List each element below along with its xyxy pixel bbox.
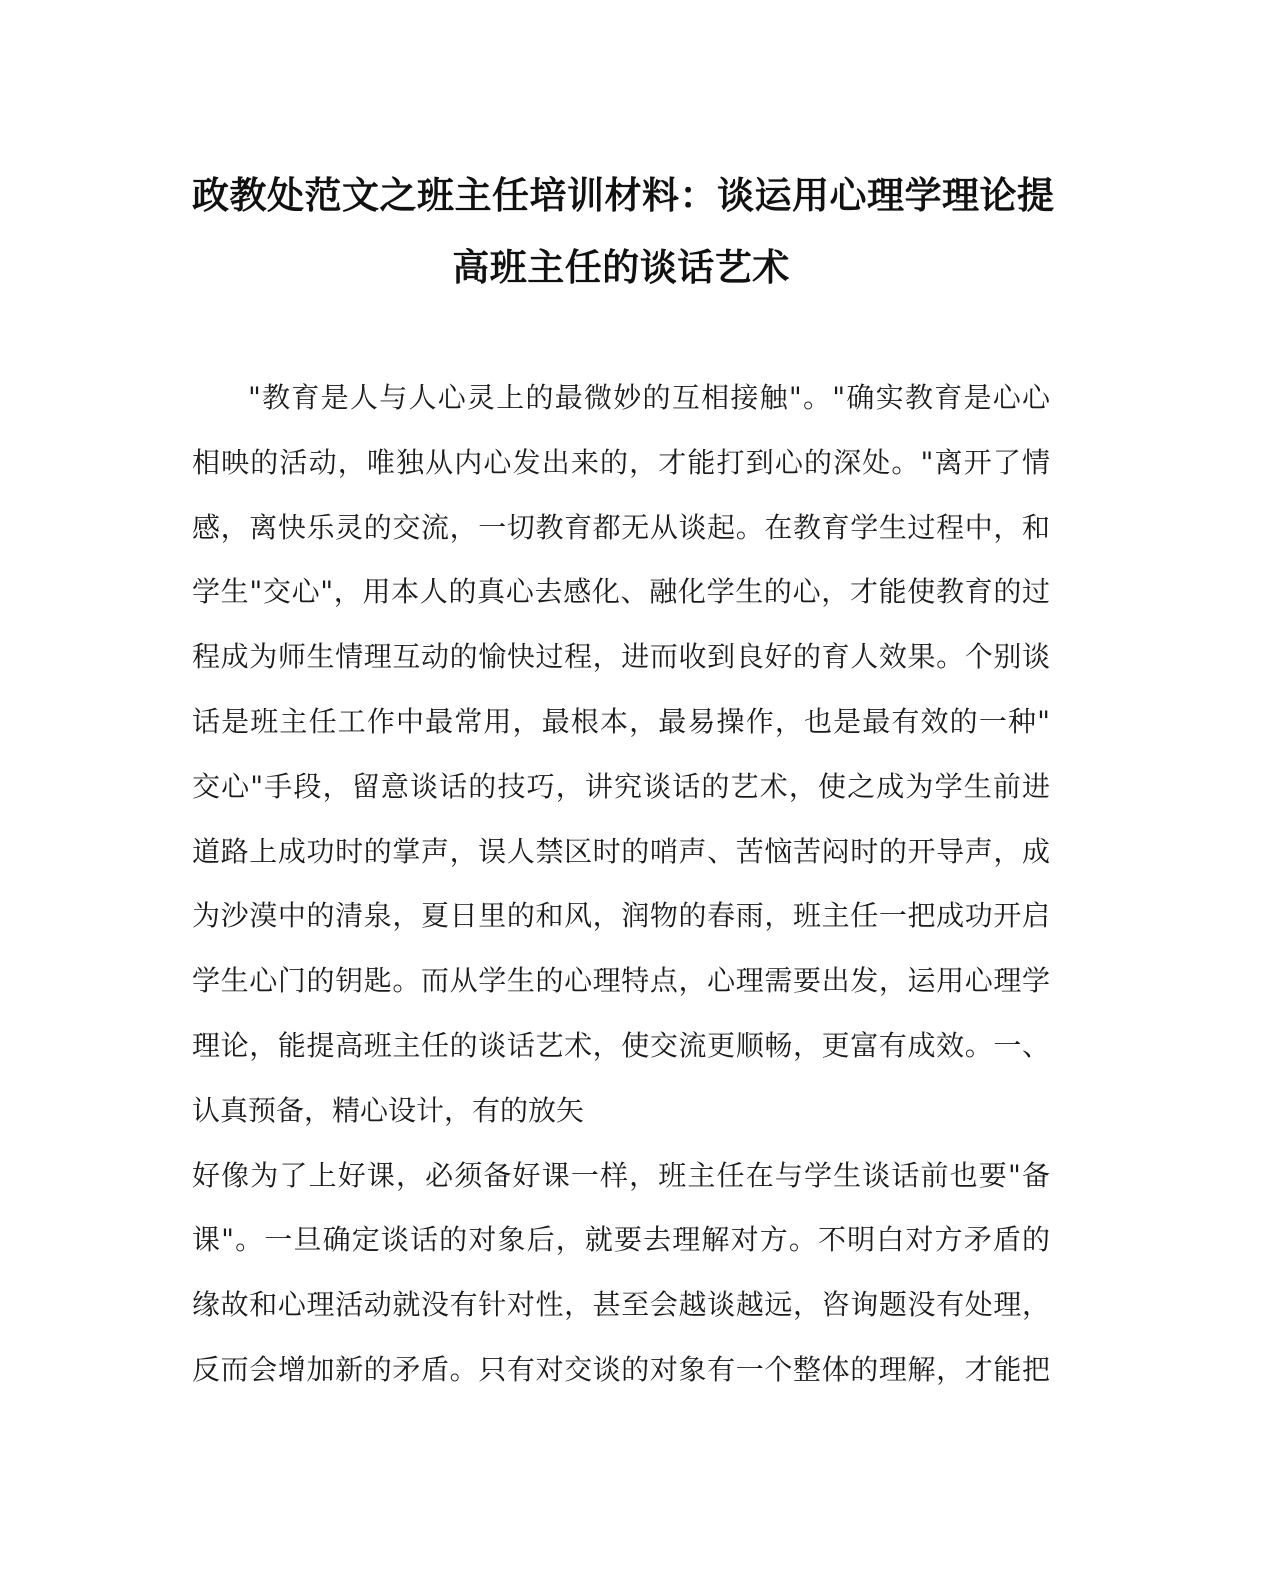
body-line: 程成为师生情理互动的愉快过程，进而收到良好的育人效果。个别谈	[192, 640, 1050, 674]
body-line: 道路上成功时的掌声，误人禁区时的哨声、苦恼苦闷时的开导声，成	[192, 834, 1050, 868]
body-line: 好像为了上好课，必须备好课一样，班主任在与学生谈话前也要"备	[192, 1158, 1050, 1192]
body-line: 学生"交心"，用本人的真心去感化、融化学生的心，才能使教育的过	[192, 575, 1050, 609]
body-line: 缘故和心理活动就没有针对性，甚至会越谈越远，咨询题没有处理，	[192, 1288, 1050, 1322]
body-line: 为沙漠中的清泉，夏日里的和风，润物的春雨，班主任一把成功开启	[192, 899, 1050, 933]
body-line: "教育是人与人心灵上的最微妙的互相接触"。"确实教育是心心	[248, 381, 1050, 414]
section-heading-line: 认真预备，精心设计，有的放矢	[192, 1093, 585, 1127]
body-line: 相映的活动，唯独从内心发出来的，才能打到心的深处。"离开了情	[192, 445, 1050, 479]
body-line: 交心"手段，留意谈话的技巧，讲究谈话的艺术，使之成为学生前进	[192, 769, 1050, 803]
document-title	[192, 160, 1055, 304]
body-line: 课"。一旦确定谈话的对象后，就要去理解对方。不明白对方矛盾的	[192, 1223, 1050, 1257]
body-line: 感，离快乐灵的交流，一切教育都无从谈起。在教育学生过程中，和	[192, 510, 1050, 544]
body-line: 反而会增加新的矛盾。只有对交谈的对象有一个整体的理解，才能把	[192, 1352, 1050, 1386]
body-line: 理论，能提高班主任的谈话艺术，使交流更顺畅，更富有成效。一、	[192, 1028, 1050, 1062]
body-line: 话是班主任工作中最常用，最根本，最易操作，也是最有效的一种"	[192, 704, 1050, 738]
body-line: 学生心门的钥匙。而从学生的心理特点，心理需要出发，运用心理学	[192, 964, 1050, 998]
title-line-1: 政教处范文之班主任培训材料：谈运用心理学理论提	[192, 174, 1055, 217]
document-body	[192, 366, 1050, 1403]
title-line-2: 高班主任的谈话艺术	[452, 246, 790, 289]
document-page	[192, 160, 1055, 1403]
